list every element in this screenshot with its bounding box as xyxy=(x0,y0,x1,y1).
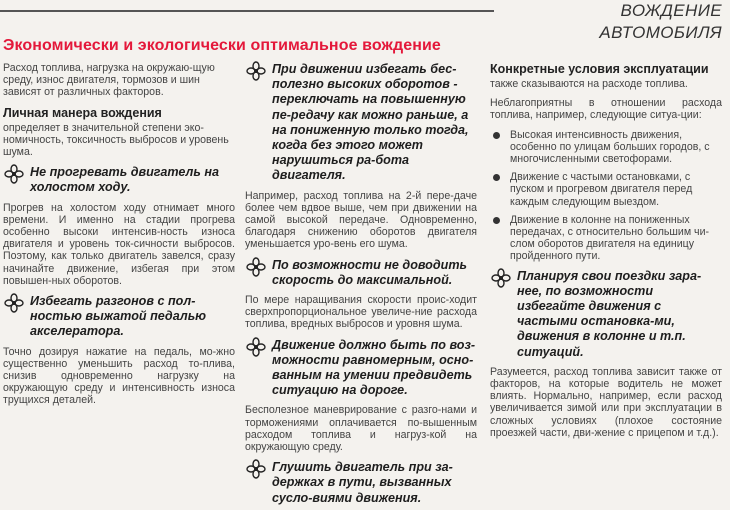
bullet-dot xyxy=(493,217,500,224)
bullet-dot xyxy=(493,132,500,139)
tip-no-idle-warmup-paragraph: Прогрев на холостом ходу отнимает много времени. И именно на стадии прогрева особенно высоки интенсив-ность износа двигателя и уровень ток-сичности выбросов. Поэтому, как только двигатель завелся, сразу начинайте движение, избегая при этом повышен-ных оборотов. xyxy=(3,201,235,287)
bullet-item xyxy=(490,171,722,208)
flower-icon xyxy=(4,293,24,313)
section-header: ВОЖДЕНИЕ АВТОМОБИЛЯ xyxy=(599,1,722,42)
tip-avoid-full-throttle-paragraph: Точно дозируя нажатие на педаль, мо-жно существенно уменьшить расход то-плива, снизив одновременно нагрузку на окружающую среду и интенсивность износа трущихся деталей. xyxy=(3,345,235,407)
bullet-dot xyxy=(493,174,500,181)
column-3 xyxy=(490,62,722,446)
tip-text: Движение должно быть по воз-можности равномерным, осно-ванным на умении предвидеть ситуацию на дороге. xyxy=(272,337,476,398)
tip-avoid-full-throttle xyxy=(3,294,235,340)
tip-stop-engine xyxy=(245,460,477,506)
bullet-text: Движение с частыми остановками, с пуском и прогревом двигателя перед каждым следующим выездом. xyxy=(510,171,693,208)
page-title: Экономически и экологически оптимальное вождение xyxy=(3,37,441,54)
driving-manner-heading: Личная манера вождения xyxy=(3,105,162,120)
bullet-item xyxy=(490,129,722,166)
unfavorable-intro: Неблагоприятны в отношении расхода топлива, например, следующие ситуа-ции: xyxy=(490,97,722,122)
tip-text: Не прогревать двигатель на холостом ходу. xyxy=(30,165,219,195)
column-1 xyxy=(3,62,235,414)
bullet-text: Высокая интенсивность движения, особенно по улицам больших городов, с многочисленными светофорами. xyxy=(510,128,710,166)
tip-plan-trips-paragraph: Разумеется, расход топлива зависит также от факторов, на которые водитель не может влиять. Нормально, например, если расход увеличивается зимой или при эксплуатации в сложных условиях (плохое состояние проезжей части, дви-жение с прицепом и т.д.). xyxy=(490,365,722,439)
flower-icon xyxy=(491,268,511,288)
tip-plan-trips xyxy=(490,269,722,360)
bullet-item xyxy=(490,214,722,263)
column-2 xyxy=(245,62,477,510)
conditions-paragraph: также сказываются на расходе топлива. xyxy=(490,78,688,90)
conditions-heading: Конкретные условия эксплуатации xyxy=(490,62,709,76)
tip-text: Планируя свои поездки зара-нее, по возможности избегайте движения с частыми остановка-ми, движения в колонне и т.п. ситуаций. xyxy=(517,268,702,359)
tip-text: При движении избегать бес-полезно высоких оборотов - переключать на повышенную пе-редачу как можно раньше, а на пониженную только тогда, когда без этого может нарушиться ра-бота двигателя. xyxy=(272,62,469,183)
tip-text: Избегать разгонов с пол-ностью выжатой педалью акселератора. xyxy=(30,294,207,339)
flower-icon xyxy=(246,337,266,357)
tip-avoid-max-speed xyxy=(245,258,477,288)
driving-manner-paragraph: определяет в значительной степени эко-номичность, токсичность выбросов и уровень шума. xyxy=(3,121,229,159)
tip-smooth-driving-paragraph: Бесполезное маневрирование с разго-нами и торможениями оплачивается по-вышенным расходом топлива и нагруз-кой на окружающую среду. xyxy=(245,404,477,454)
flower-icon xyxy=(246,257,266,277)
bullet-text: Движение в колонне на пониженных передачах, с относительно большим чи-слом оборотов двигателя на единицу пройденного пути. xyxy=(510,213,710,263)
tip-avoid-high-rpm-paragraph: Например, расход топлива на 2-й пере-даче более чем вдвое выше, чем при движении на самой высокой передаче. Одновременно, благодаря снижению оборотов двигателя уменьшается уро-вень его шума. xyxy=(245,189,477,251)
tip-smooth-driving xyxy=(245,338,477,399)
flower-icon xyxy=(246,459,266,479)
tip-text: Глушить двигатель при за-держках в пути, вызванных сусло-виями движения. xyxy=(272,460,453,505)
tip-avoid-high-rpm xyxy=(245,62,477,184)
tip-no-idle-warmup xyxy=(3,165,235,195)
tip-text: По возможности не доводить скорость до максимальной. xyxy=(272,257,468,287)
tip-avoid-max-speed-paragraph: По мере наращивания скорости проис-ходит сверхпропорциональное увеличе-ние расхода топлива, вредных выбросов и уровня шума. xyxy=(245,294,477,331)
flower-icon xyxy=(4,164,24,184)
intro-paragraph: Расход топлива, нагрузка на окружаю-щую среду, износ двигателя, тормозов и шин зависят от различных факторов. xyxy=(3,62,215,99)
header-rule xyxy=(0,10,494,12)
flower-icon xyxy=(246,61,266,81)
